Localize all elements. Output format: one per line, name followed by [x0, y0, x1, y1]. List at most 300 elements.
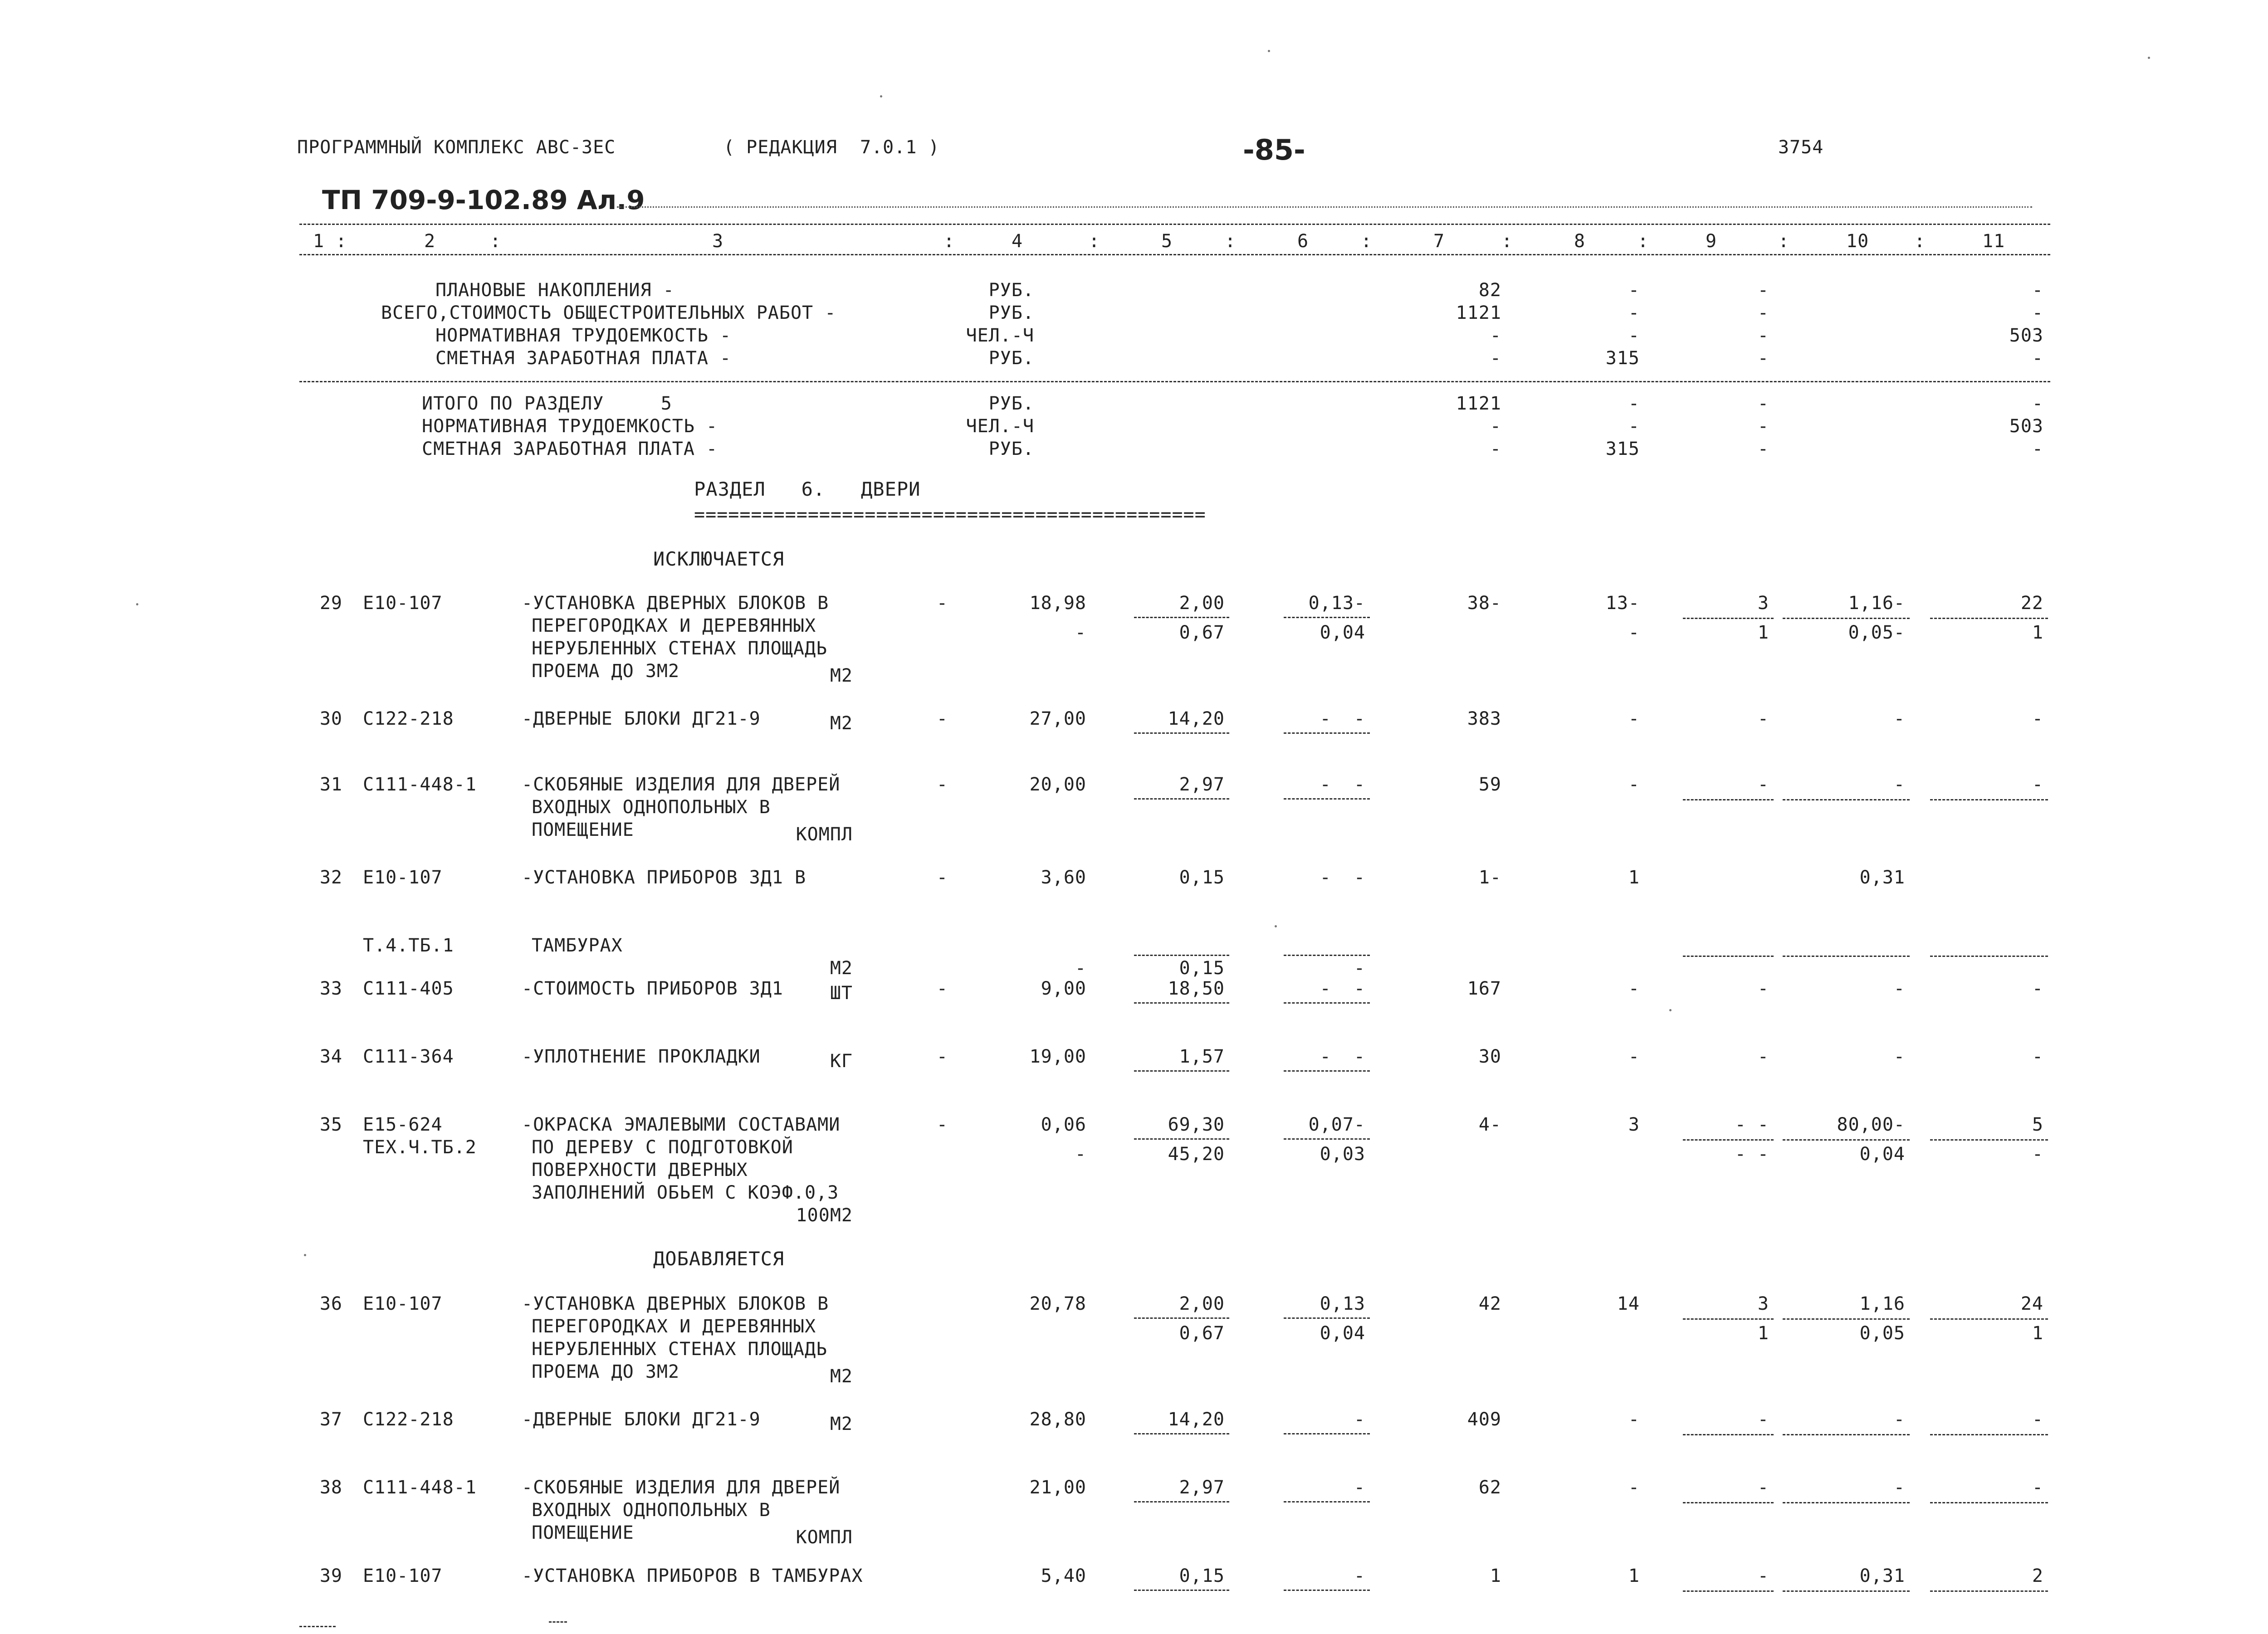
row-number: 33 — [319, 978, 342, 999]
row-col-4: 5,40 — [1041, 1566, 1086, 1586]
row-unit: КОМПЛ — [796, 824, 853, 845]
row-col-9: 3 — [1757, 1293, 1769, 1314]
row-description: -СТОИМОСТЬ ПРИБОРОВ 3Д1 — [522, 978, 783, 999]
row-code: С111-448-1 — [363, 1477, 477, 1498]
row-col-8: - — [1628, 1409, 1640, 1430]
total-col9: - — [1757, 393, 1769, 414]
row-col-4: 28,80 — [1029, 1409, 1086, 1430]
total-label: ПЛАНОВЫЕ НАКОПЛЕНИЯ - — [435, 280, 675, 301]
row-unit: КОМПЛ — [796, 1527, 853, 1548]
row-col-6-secondary: 0,03 — [1320, 1144, 1365, 1165]
cell-divider — [1134, 1002, 1229, 1004]
row-col-8: - — [1628, 774, 1640, 795]
stray-mark — [299, 1626, 336, 1627]
cell-divider — [1683, 1502, 1774, 1503]
section-underline: ============================================= — [694, 504, 1206, 525]
row-col-5: 2,97 — [1179, 1477, 1225, 1498]
row-col-7: 38- — [1467, 593, 1501, 614]
row-col-11: 24 — [2020, 1293, 2043, 1314]
scan-speck — [1669, 1009, 1672, 1011]
total-col9: - — [1757, 348, 1769, 369]
row-col-11-secondary: - — [2032, 1144, 2043, 1165]
document-number: 3754 — [1778, 137, 1824, 158]
row-col-9: - — [1757, 1409, 1769, 1430]
total-unit: РУБ. — [988, 280, 1034, 301]
row-col-7: 30 — [1478, 1046, 1501, 1067]
total-col7: 1121 — [1456, 302, 1501, 323]
row-col-10: - — [1893, 774, 1905, 795]
cell-divider — [1284, 617, 1370, 618]
row-col-4-secondary: - — [1075, 622, 1086, 643]
cell-divider — [1783, 799, 1910, 800]
total-col7: - — [1490, 439, 1501, 459]
column-separator: : — [1914, 231, 1926, 252]
row-unit: М2 — [830, 713, 853, 734]
row-col-6: - - — [1320, 867, 1365, 888]
cell-divider — [1683, 956, 1774, 957]
total-col11: 503 — [2009, 416, 2043, 437]
row-qty-mark: - — [936, 1046, 948, 1067]
scan-speck — [304, 1254, 306, 1256]
cell-divider — [1783, 956, 1910, 957]
row-code: С111-448-1 — [363, 774, 477, 795]
row-description: ПО ДЕРЕВУ С ПОДГОТОВКОЙ — [532, 1137, 793, 1158]
total-col9: - — [1757, 302, 1769, 323]
total-col11: - — [2032, 302, 2043, 323]
row-description: ПОМЕЩЕНИЕ — [532, 819, 634, 840]
row-col-7: 62 — [1478, 1477, 1501, 1498]
row-col-8: - — [1628, 708, 1640, 729]
row-col-5-secondary: 45,20 — [1168, 1144, 1225, 1165]
row-description: -УСТАНОВКА ДВЕРНЫХ БЛОКОВ В — [522, 593, 829, 614]
row-description: -УСТАНОВКА ПРИБОРОВ В ТАМБУРАХ — [522, 1566, 863, 1586]
cell-divider — [1930, 1590, 2048, 1592]
column-separator: : — [1637, 231, 1649, 252]
column-separator: : — [1089, 231, 1100, 252]
scan-speck — [136, 603, 138, 605]
row-code-extra: ТЕХ.Ч.ТБ.2 — [363, 1137, 477, 1158]
scan-speck — [880, 95, 882, 98]
row-col-5-secondary: 0,15 — [1179, 958, 1225, 979]
row-col-5-secondary: 0,67 — [1179, 622, 1225, 643]
row-qty-mark: - — [936, 1114, 948, 1135]
row-description: ПРОЕМА ДО 3М2 — [532, 661, 680, 682]
cell-divider — [1930, 618, 2048, 619]
total-unit: РУБ. — [988, 393, 1034, 414]
row-number: 39 — [319, 1566, 342, 1586]
cell-divider — [1930, 956, 2048, 957]
row-col-6: - - — [1320, 708, 1365, 729]
total-col9: - — [1757, 280, 1769, 301]
cell-divider — [1683, 1318, 1774, 1320]
row-col-11: 22 — [2020, 593, 2043, 614]
row-description: ПОВЕРХНОСТИ ДВЕРНЫХ — [532, 1160, 748, 1180]
row-description: ЗАПОЛНЕНИЙ ОБЬЕМ С КОЭФ.0,3 — [532, 1182, 839, 1203]
row-qty-mark: - — [936, 708, 948, 729]
row-col-5: 0,15 — [1179, 1566, 1225, 1586]
cell-divider — [1284, 1590, 1370, 1591]
total-label: ВСЕГО,СТОИМОСТЬ ОБЩЕСТРОИТЕЛЬНЫХ РАБОТ - — [381, 302, 836, 323]
cell-divider — [1134, 1070, 1229, 1072]
row-col-5: 14,20 — [1168, 1409, 1225, 1430]
total-unit: ЧЕЛ.-Ч — [966, 416, 1034, 437]
column-header-3: 3 — [712, 231, 724, 252]
cell-divider — [1134, 1138, 1229, 1140]
cell-divider — [1134, 1317, 1229, 1319]
total-unit: РУБ. — [988, 439, 1034, 459]
row-col-6: - — [1354, 1566, 1365, 1586]
row-col-8-secondary: - — [1628, 622, 1640, 643]
row-col-11-secondary: 1 — [2032, 622, 2043, 643]
row-col-5: 0,15 — [1179, 867, 1225, 888]
cell-divider — [1930, 1139, 2048, 1141]
row-col-7: 42 — [1478, 1293, 1501, 1314]
total-col7: 1121 — [1456, 393, 1501, 414]
cell-divider — [1683, 1139, 1774, 1141]
row-col-10: 1,16- — [1848, 593, 1905, 614]
row-col-10: - — [1893, 1477, 1905, 1498]
row-description: -УПЛОТНЕНИЕ ПРОКЛАДКИ — [522, 1046, 761, 1067]
cell-divider — [1134, 617, 1229, 618]
header-dotted-leader — [617, 206, 2032, 208]
cell-divider — [1930, 799, 2048, 800]
row-col-6: - — [1354, 1409, 1365, 1430]
row-col-10: 80,00- — [1837, 1114, 1905, 1135]
row-number: 38 — [319, 1477, 342, 1498]
column-header-6: 6 — [1297, 231, 1309, 252]
cell-divider — [1683, 1434, 1774, 1435]
column-separator: : — [336, 231, 347, 252]
row-code: Е10-107 — [363, 1566, 443, 1586]
row-col-5: 69,30 — [1168, 1114, 1225, 1135]
row-number: 29 — [319, 593, 342, 614]
row-description: ПОМЕЩЕНИЕ — [532, 1522, 634, 1543]
row-col-11: - — [2032, 1046, 2043, 1067]
cell-divider — [1134, 1501, 1229, 1502]
row-number: 37 — [319, 1409, 342, 1430]
cell-divider — [1284, 1433, 1370, 1434]
row-col-6: 0,13 — [1320, 1293, 1365, 1314]
row-col-9: 3 — [1757, 593, 1769, 614]
total-col11: 503 — [2009, 325, 2043, 346]
row-unit: М2 — [830, 958, 853, 979]
total-col11: - — [2032, 439, 2043, 459]
row-code: Е10-107 — [363, 1293, 443, 1314]
row-col-9: - - — [1735, 1114, 1769, 1135]
row-col-4: 18,98 — [1029, 593, 1086, 614]
row-col-4: 20,78 — [1029, 1293, 1086, 1314]
row-col-4-secondary: - — [1075, 958, 1086, 979]
column-header-1: 1 — [313, 231, 325, 252]
row-col-4: 9,00 — [1041, 978, 1086, 999]
row-col-8: 14 — [1617, 1293, 1640, 1314]
row-code: Е10-107 — [363, 593, 443, 614]
row-unit: ШТ — [830, 983, 853, 1004]
row-number: 36 — [319, 1293, 342, 1314]
row-col-5: 1,57 — [1179, 1046, 1225, 1067]
total-col8: 315 — [1605, 348, 1640, 369]
row-col-4: 19,00 — [1029, 1046, 1086, 1067]
cell-divider — [1134, 798, 1229, 800]
total-col11: - — [2032, 393, 2043, 414]
row-qty-mark: - — [936, 593, 948, 614]
column-header-10: 10 — [1846, 231, 1869, 252]
cell-divider — [1683, 799, 1774, 800]
row-code-extra: Т.4.ТБ.1 — [363, 935, 454, 956]
row-col-10: 1,16 — [1859, 1293, 1905, 1314]
row-code: С111-364 — [363, 1046, 454, 1067]
cell-divider — [1284, 1501, 1370, 1502]
row-description: -ДВЕРНЫЕ БЛОКИ ДГ21-9 — [522, 1409, 761, 1430]
row-col-7: 167 — [1467, 978, 1501, 999]
row-col-9: - — [1757, 978, 1769, 999]
row-description: -ДВЕРНЫЕ БЛОКИ ДГ21-9 — [522, 708, 761, 729]
total-label: НОРМАТИВНАЯ ТРУДОЕМКОСТЬ - — [422, 416, 718, 437]
total-col8: - — [1628, 393, 1640, 414]
total-label: НОРМАТИВНАЯ ТРУДОЕМКОСТЬ - — [435, 325, 732, 346]
table-top-rule — [299, 224, 2050, 225]
row-col-9-secondary: 1 — [1757, 1323, 1769, 1344]
row-col-8: - — [1628, 1477, 1640, 1498]
row-col-11: 2 — [2032, 1566, 2043, 1586]
cell-divider — [1783, 618, 1910, 619]
total-col11: - — [2032, 280, 2043, 301]
column-header-5: 5 — [1161, 231, 1173, 252]
row-description: ПЕРЕГОРОДКАХ И ДЕРЕВЯННЫХ — [532, 1316, 816, 1337]
row-description: -УСТАНОВКА ПРИБОРОВ 3Д1 В — [522, 867, 807, 888]
row-unit: КГ — [830, 1051, 853, 1072]
row-description: -СКОБЯНЫЕ ИЗДЕЛИЯ ДЛЯ ДВЕРЕЙ — [522, 1477, 841, 1498]
row-col-11: - — [2032, 1409, 2043, 1430]
row-number: 32 — [319, 867, 342, 888]
row-col-5: 18,50 — [1168, 978, 1225, 999]
row-col-6: - — [1354, 1477, 1365, 1498]
row-description: -ОКРАСКА ЭМАЛЕВЫМИ СОСТАВАМИ — [522, 1114, 841, 1135]
row-col-6: 0,07- — [1308, 1114, 1365, 1135]
column-header-9: 9 — [1706, 231, 1717, 252]
row-code: С111-405 — [363, 978, 454, 999]
row-col-6-secondary: 0,04 — [1320, 1323, 1365, 1344]
row-col-10: 0,31 — [1859, 1566, 1905, 1586]
cell-divider — [1134, 1433, 1229, 1434]
row-col-4: 27,00 — [1029, 708, 1086, 729]
program-name: ПРОГРАММНЫЙ КОМПЛЕКС АВС-3ЕС — [297, 137, 616, 158]
row-col-10: - — [1893, 708, 1905, 729]
cell-divider — [1683, 1590, 1774, 1592]
row-col-5: 2,97 — [1179, 774, 1225, 795]
cell-divider — [1284, 1317, 1370, 1319]
row-col-4: 0,06 — [1041, 1114, 1086, 1135]
column-header-4: 4 — [1012, 231, 1023, 252]
row-col-6-secondary: - — [1354, 958, 1365, 979]
column-header-7: 7 — [1433, 231, 1445, 252]
scan-speck — [1275, 925, 1277, 927]
row-col-7: 409 — [1467, 1409, 1501, 1430]
cell-divider — [1284, 798, 1370, 800]
row-number: 35 — [319, 1114, 342, 1135]
row-code: Е15-624 — [363, 1114, 443, 1135]
column-header-8: 8 — [1574, 231, 1586, 252]
total-col9: - — [1757, 416, 1769, 437]
page-number: -85- — [1243, 133, 1305, 166]
column-separator: : — [1225, 231, 1237, 252]
cell-divider — [1783, 1318, 1910, 1320]
row-col-10: 0,31 — [1859, 867, 1905, 888]
row-description: НЕРУБЛЕННЫХ СТЕНАХ ПЛОЩАДЬ — [532, 1339, 828, 1360]
total-col7: - — [1490, 325, 1501, 346]
row-col-10: - — [1893, 1409, 1905, 1430]
total-unit: ЧЕЛ.-Ч — [966, 325, 1034, 346]
row-col-10: - — [1893, 978, 1905, 999]
row-col-10-secondary: 0,05 — [1859, 1323, 1905, 1344]
row-col-4: 20,00 — [1029, 774, 1086, 795]
scan-speck — [2148, 57, 2150, 59]
row-col-11-secondary: 1 — [2032, 1323, 2043, 1344]
row-col-8: - — [1628, 978, 1640, 999]
row-col-8: 1 — [1628, 867, 1640, 888]
row-col-10: - — [1893, 1046, 1905, 1067]
column-separator: : — [1778, 231, 1790, 252]
row-col-8: 13- — [1605, 593, 1640, 614]
row-description: -УСТАНОВКА ДВЕРНЫХ БЛОКОВ В — [522, 1293, 829, 1314]
row-col-6: - - — [1320, 978, 1365, 999]
row-qty-mark: - — [936, 978, 948, 999]
total-col8: - — [1628, 302, 1640, 323]
row-col-10-secondary: 0,05- — [1848, 622, 1905, 643]
row-col-7: 59 — [1478, 774, 1501, 795]
total-col7: 82 — [1478, 280, 1501, 301]
total-label: СМЕТНАЯ ЗАРАБОТНАЯ ПЛАТА - — [435, 348, 732, 369]
row-unit: М2 — [830, 1366, 853, 1387]
cell-divider — [1284, 1070, 1370, 1072]
total-col9: - — [1757, 325, 1769, 346]
row-col-9: - — [1757, 1566, 1769, 1586]
row-description: НЕРУБЛЕННЫХ СТЕНАХ ПЛОЩАДЬ — [532, 638, 828, 659]
row-qty-mark: - — [936, 867, 948, 888]
row-col-6: - - — [1320, 1046, 1365, 1067]
row-description: ТАМБУРАХ — [532, 935, 623, 956]
total-unit: РУБ. — [988, 302, 1034, 323]
row-code: С122-218 — [363, 708, 454, 729]
edition: ( РЕДАКЦИЯ 7.0.1 ) — [723, 137, 940, 158]
cell-divider — [1930, 1502, 2048, 1503]
row-col-8: 3 — [1628, 1114, 1640, 1135]
row-col-9: - — [1757, 774, 1769, 795]
scan-speck — [1268, 50, 1270, 52]
row-description: ПРОЕМА ДО 3М2 — [532, 1361, 680, 1382]
column-separator: : — [943, 231, 955, 252]
total-col8: - — [1628, 416, 1640, 437]
cell-divider — [1134, 732, 1229, 734]
row-description: ВХОДНЫХ ОДНОПОЛЬНЫХ В — [532, 797, 771, 818]
total-label: ИТОГО ПО РАЗДЕЛУ 5 — [422, 393, 672, 414]
row-col-9: - — [1757, 708, 1769, 729]
row-number: 30 — [319, 708, 342, 729]
cell-divider — [1683, 618, 1774, 619]
row-description: -СКОБЯНЫЕ ИЗДЕЛИЯ ДЛЯ ДВЕРЕЙ — [522, 774, 841, 795]
total-col7: - — [1490, 416, 1501, 437]
row-description: ВХОДНЫХ ОДНОПОЛЬНЫХ В — [532, 1500, 771, 1521]
total-col8: - — [1628, 280, 1640, 301]
row-col-9: - — [1757, 1477, 1769, 1498]
row-col-8: - — [1628, 1046, 1640, 1067]
row-col-11: - — [2032, 708, 2043, 729]
row-description: ПЕРЕГОРОДКАХ И ДЕРЕВЯННЫХ — [532, 615, 816, 636]
row-qty-mark: - — [936, 774, 948, 795]
cell-divider — [1284, 732, 1370, 734]
row-col-5: 2,00 — [1179, 1293, 1225, 1314]
row-col-11: - — [2032, 1477, 2043, 1498]
total-col8: - — [1628, 325, 1640, 346]
row-col-9-secondary: 1 — [1757, 622, 1769, 643]
cell-divider — [1783, 1502, 1910, 1503]
cell-divider — [1930, 1318, 2048, 1320]
cell-divider — [1783, 1434, 1910, 1435]
row-col-7: 1 — [1490, 1566, 1501, 1586]
row-unit: 100М2 — [796, 1205, 853, 1226]
row-col-6: 0,13- — [1308, 593, 1365, 614]
cell-divider — [1284, 1002, 1370, 1004]
row-col-5-secondary: 0,67 — [1179, 1323, 1225, 1344]
cell-divider — [1134, 955, 1229, 956]
project-code: ТП 709-9-102.89 Ал.9 — [322, 185, 645, 215]
row-col-5: 14,20 — [1168, 708, 1225, 729]
column-separator: : — [490, 231, 502, 252]
column-header-11: 11 — [1982, 231, 2005, 252]
column-header-2: 2 — [424, 231, 436, 252]
row-col-11: - — [2032, 774, 2043, 795]
row-col-7: 4- — [1478, 1114, 1501, 1135]
cell-divider — [1284, 1138, 1370, 1140]
total-col9: - — [1757, 439, 1769, 459]
row-col-8: 1 — [1628, 1566, 1640, 1586]
row-col-6: - - — [1320, 774, 1365, 795]
total-label: СМЕТНАЯ ЗАРАБОТНАЯ ПЛАТА - — [422, 439, 718, 459]
total-unit: РУБ. — [988, 348, 1034, 369]
row-col-9: - — [1757, 1046, 1769, 1067]
total-col11: - — [2032, 348, 2043, 369]
column-separator: : — [1361, 231, 1373, 252]
cell-divider — [1783, 1590, 1910, 1592]
row-col-6-secondary: 0,04 — [1320, 622, 1365, 643]
header-bottom-rule — [299, 254, 2050, 255]
row-col-4: 21,00 — [1029, 1477, 1086, 1498]
row-code: Е10-107 — [363, 867, 443, 888]
row-col-4-secondary: - — [1075, 1144, 1086, 1165]
stray-mark — [549, 1621, 567, 1623]
row-number: 34 — [319, 1046, 342, 1067]
row-col-10-secondary: 0,04 — [1859, 1144, 1905, 1165]
row-col-11: 5 — [2032, 1114, 2043, 1135]
group-excluded: ИСКЛЮЧАЕТСЯ — [653, 548, 785, 570]
total-col8: 315 — [1605, 439, 1640, 459]
group-added: ДОБАВЛЯЕТСЯ — [653, 1248, 785, 1270]
cell-divider — [1284, 955, 1370, 956]
cell-divider — [1134, 1590, 1229, 1591]
row-unit: М2 — [830, 1414, 853, 1434]
cell-divider — [1930, 1434, 2048, 1435]
row-col-4: 3,60 — [1041, 867, 1086, 888]
row-col-5: 2,00 — [1179, 593, 1225, 614]
row-col-7: 383 — [1467, 708, 1501, 729]
row-col-7: 1- — [1478, 867, 1501, 888]
totals-separator-rule — [299, 381, 2050, 382]
section-title: РАЗДЕЛ 6. ДВЕРИ — [694, 478, 921, 500]
row-col-9-secondary: - - — [1735, 1144, 1769, 1165]
row-unit: М2 — [830, 665, 853, 686]
row-code: С122-218 — [363, 1409, 454, 1430]
total-col7: - — [1490, 348, 1501, 369]
